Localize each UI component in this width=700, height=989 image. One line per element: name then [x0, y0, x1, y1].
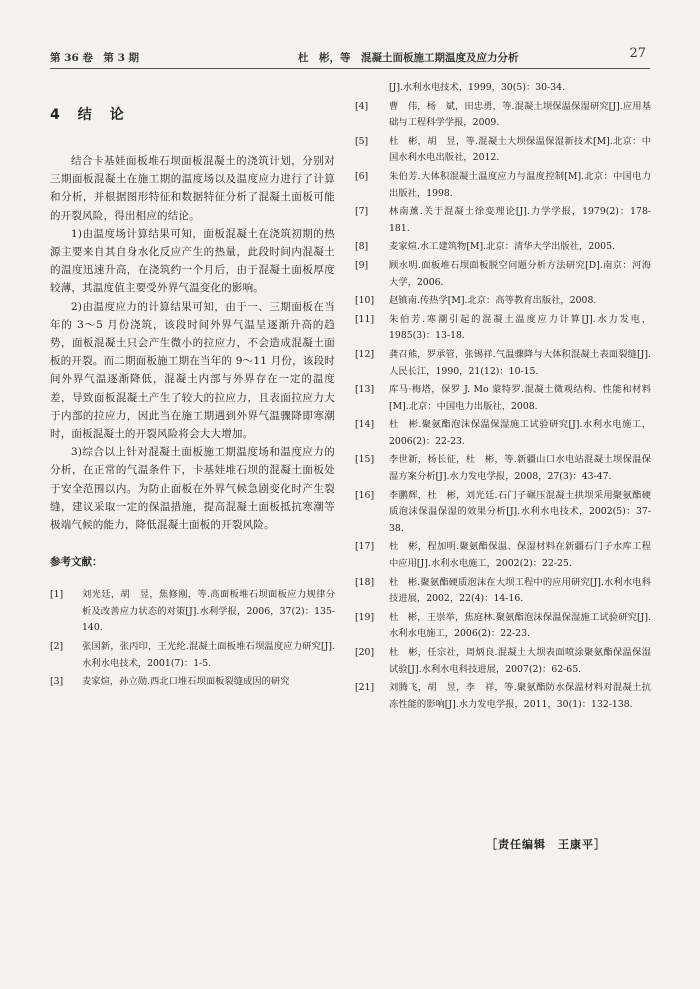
reference-text: 杜 彬，王崇举，焦庭林.聚氨酯泡沫保温保湿施工试验研究[J].水利水电施工，2006(2)：22-23.: [389, 611, 651, 640]
section-title: 4 结 论: [50, 107, 126, 123]
reference-item: [355, 539, 651, 572]
reference-text: 李世新，杨长征，杜 彬，等.新疆山口水电站混凝土坝保温保湿方案分析[J].水力发电学报，2008，27(3)：43-47.: [389, 454, 651, 483]
responsible-editor: ［责任编辑 王康平］: [486, 838, 606, 851]
reference-number: [13]: [355, 384, 375, 396]
reference-text: 杜 彬，胡 昱，等.混凝土大坝保温保湿新技术[M].北京：中国水利水电出版社，2012.: [389, 135, 651, 164]
left-column: [50, 80, 335, 693]
reference-item: [50, 674, 335, 691]
reference-text: 杜 彬，程加明.聚氨酯保温、保湿材料在新疆石门子水库工程中应用[J].水利水电施工，2002(2)：22-25.: [389, 541, 651, 570]
reference-text: 杜 彬.聚氨酯泡沫保温保湿施工试验研究[J].水利水电施工，2006(2)：22-23.: [389, 419, 651, 447]
reference-text: 杜 彬.聚氨酯硬质泡沫在大坝工程中的应用研究[J].水利水电科技进展，2002，22(4)：14-16.: [389, 576, 651, 605]
page-number: 27: [629, 46, 646, 61]
reference-number: [17]: [355, 541, 375, 553]
reference-item: [355, 293, 651, 310]
reference-number: [11]: [355, 313, 375, 325]
reference-item: [50, 587, 335, 637]
reference-text: 朱伯芳.大体积混凝土温度应力与温度控制[M].北京：中国电力出版社，1998.: [389, 170, 651, 199]
reference-number: [21]: [355, 682, 375, 694]
reference-text: 张国新，张丙印，王光纶.混凝土面板堆石坝温度应力研究[J].水利水电技术，2001(7)：1-5.: [82, 641, 335, 669]
reference-item: [355, 347, 651, 380]
reference-text: 库马·梅塔，保罗 J. Mo 蒙特罗.混凝土微观结构、性能和材料[M].北京：中国电力出版社，2008.: [389, 384, 651, 412]
reference-item: [355, 99, 651, 132]
reference-item: [355, 239, 651, 256]
reference-number: [12]: [355, 348, 375, 360]
reference-item: [355, 610, 651, 643]
reference-text: 刘光廷，胡 昱，焦修刚，等.高面板堆石坝面板应力规律分析及改善应力状态的对策[J].水利学报，2006，37(2)：135-140.: [82, 589, 335, 634]
reference-item: [355, 575, 651, 608]
reference-item: [355, 312, 651, 345]
reference-text: 杜 彬，任宗社，周炳良.混凝土大坝表面喷涂聚氨酯保温保湿试验[J].水利水电科技进展，2007(2)：62-65.: [389, 647, 651, 675]
references-title: 参考文献：: [50, 556, 103, 569]
reference-number: [4]: [355, 100, 369, 112]
reference-number: [2]: [50, 641, 64, 653]
conclusion-paragraph: 3)综合以上针对混凝土面板施工期温度场和温度应力的分析，在正常的气温条件下，卡基娃堆石坝的混凝土面板处于安全范围以内。为防止面板在外界气候急剧变化时产生裂缝，建议采取一定的保温措施，提高混凝土面板抵抗寒潮等极端气候的能力，降低混凝土面板的开裂风险。: [50, 446, 335, 532]
reference-text: 朱伯芳.寒潮引起的混凝土温度应力计算[J].水力发电，1985(3)：13-18.: [389, 313, 651, 342]
reference-number: [6]: [355, 170, 369, 182]
reference-text: 龚召熊，罗承管，张锡祥.气温骤降与大体积混凝土表面裂缝[J].人民长江，1990，21(12)：10-15.: [389, 348, 651, 377]
reference-number: [20]: [355, 647, 375, 658]
reference-text: 李鹏辉，杜 彬，刘光廷.石门子碾压混凝土拱坝采用聚氨酯硬质泡沫保温保湿的效果分析[J].水利水电技术，2002(5)：37-38.: [389, 489, 651, 534]
reference-number: [14]: [355, 419, 375, 431]
conclusion-paragraph: 1)由温度场计算结果可知，面板混凝土在浇筑初期的热源主要来自其自身水化反应产生的热量，此段时间内混凝土的温度迅速升高，在浇筑约一个月后，由于混凝土面板厚度较薄，其温度值主要受外界气温变化的影响。: [50, 227, 335, 295]
reference-text: 刘腾飞，胡 昱，李 祥，等.聚氨酯防水保温材料对混凝土抗冻性能的影响[J].水力发电学报，2011，30(1)：132-138.: [389, 682, 651, 710]
page-header: [50, 46, 650, 68]
reference-item: [355, 204, 651, 237]
reference-number: [16]: [355, 489, 375, 501]
reference-item: [355, 417, 651, 450]
reference-number: [15]: [355, 454, 375, 466]
reference-number: [1]: [50, 589, 64, 601]
journal-volume: 第 36 卷 第 3 期: [50, 52, 140, 64]
reference-item: [355, 452, 651, 485]
reference-text: 麦家煊，孙立勋.西北口堆石坝面板裂缝成因的研究: [82, 676, 290, 688]
reference-item: [355, 382, 651, 415]
reference-number: [7]: [355, 206, 369, 218]
reference-text: [J].水利水电技术，1999，30(5)：30-34.: [389, 82, 566, 93]
reference-number: [19]: [355, 611, 375, 623]
running-title: 杜 彬，等 混凝土面板施工期温度及应力分析: [298, 52, 519, 64]
reference-text: 麦家煊.水工建筑物[M].北京：清华大学出版社，2005.: [389, 241, 615, 253]
reference-text: 林南薰.关于混凝土徐变理论[J].力学学报，1979(2)：178-181.: [389, 206, 651, 234]
reference-text: 顾水明.面板堆石坝面板脱空问题分析方法研究[D].南京：河海大学，2006.: [389, 259, 651, 288]
reference-item: [355, 169, 651, 202]
reference-item: [355, 488, 651, 538]
reference-item: [355, 134, 651, 167]
reference-item: [355, 80, 651, 97]
reference-number: [3]: [50, 676, 64, 688]
reference-text: 赵镇南.传热学[M].北京：高等教育出版社，2008.: [389, 295, 597, 307]
reference-item: [50, 639, 335, 672]
reference-item: [355, 680, 651, 713]
reference-item: [355, 645, 651, 678]
reference-number: [10]: [355, 295, 375, 307]
reference-number: [5]: [355, 135, 369, 147]
reference-number: [8]: [355, 241, 369, 253]
reference-number: [9]: [355, 259, 369, 271]
conclusion-paragraph: 结合卡基娃面板堆石坝面板混凝土的浇筑计划，分别对三期面板混凝土在施工期的温度场以及温度应力进行了计算和分析，并根据图形特征和数据特征分析了混凝土面板可能的开裂风险，得出相应的结论。: [50, 155, 335, 222]
reference-number: [355, 80, 389, 97]
conclusion-paragraph: 2)由温度应力的计算结果可知，由于一、三期面板在当年的 3～5 月份浇筑，该段时间外界气温呈逐渐升高的趋势，面板混凝土只会产生微小的拉应力，不会造成混凝土面板的开裂。而二期面板施工期在当年的 9～11 月份，该段时间外界气温逐渐降低，混凝土内部与外界存在一定的温度差，导致面板混凝土产生了较大的拉应力，且表面拉应力大于内部的拉应力，因此当在施工期遇到外界气温骤降即寒潮时，面板混凝土的开裂风险将会大大增加。: [50, 300, 335, 441]
header-rule: [50, 68, 650, 69]
reference-number: [18]: [355, 576, 375, 588]
reference-text: 曹 伟，杨 斌，田忠勇，等.混凝土坝保温保湿研究[J].应用基础与工程科学学报，2009.: [389, 100, 651, 129]
right-column: [355, 80, 651, 715]
reference-item: [355, 258, 651, 291]
